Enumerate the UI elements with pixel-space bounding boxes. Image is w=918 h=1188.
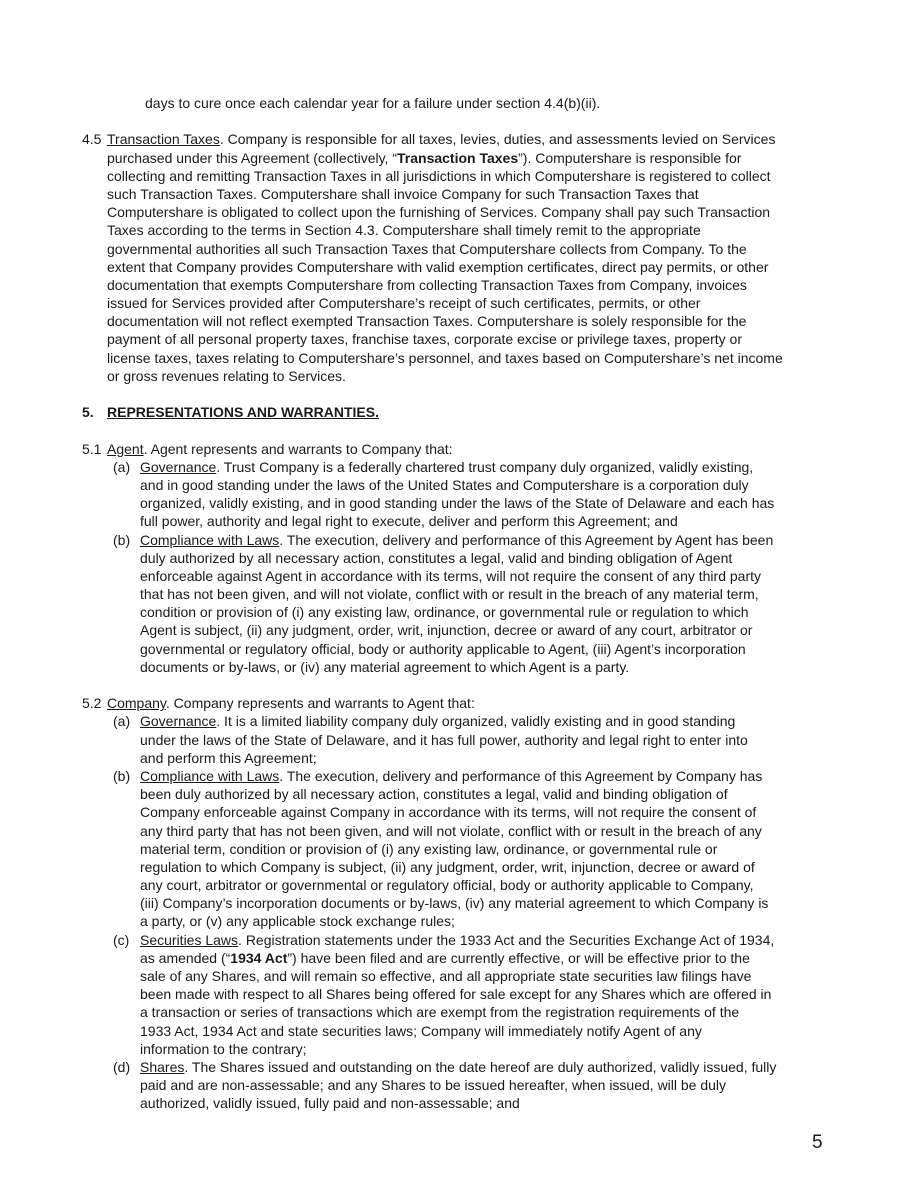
- text-segment: . Company represents and warrants to Agent that:: [165, 695, 475, 712]
- text-line: any court, arbitrator or governmental or regulatory official, body or authority applicable to Company,: [140, 877, 754, 894]
- section-5-heading: [0, 403, 918, 421]
- text-line: Company enforceable against Company in accordance with its terms, will not require the consent of: [140, 804, 757, 821]
- text-line: authorized, validly issued, fully paid and non-assessable; and: [140, 1095, 520, 1112]
- text-line: [0, 767, 918, 785]
- subsection-label: (d): [113, 1058, 131, 1075]
- text-line: full power, authority and legal right to execute, deliver and perform this Agreement; and: [140, 513, 678, 530]
- text-line: or gross revenues relating to Services.: [107, 367, 346, 384]
- text-line: days to cure once each calendar year for a failure under section 4.4(b)(ii).: [145, 95, 601, 111]
- text-segment: . Registration statements under the 1933 Act and the Securities Exchange Act of 1934,: [238, 931, 775, 948]
- text-line: [0, 531, 918, 549]
- subsection-b: [0, 767, 918, 931]
- subsection-title: Governance: [140, 458, 217, 475]
- page-number: 5: [812, 1132, 823, 1153]
- text-line: [0, 149, 918, 167]
- text-line: material term, condition or provision of (i) any existing law, ordinance, or governmental rule or: [140, 840, 718, 857]
- section-number: 5.2: [82, 695, 102, 712]
- defined-term: 1934 Act: [230, 949, 288, 966]
- text-line: payment of all personal property taxes, franchise taxes, corporate excise or privilege taxes, property or: [107, 331, 742, 348]
- section-title: Company: [107, 695, 166, 712]
- text-line: that has not been given, and will not violate, conflict with or result in the breach of any material term,: [140, 586, 759, 603]
- text-line: a transaction or series of transactions which are exempt from the registration requirements of the: [140, 1004, 740, 1021]
- text-line: [0, 130, 918, 148]
- text-line: regulation to which Company is subject, (ii) any judgment, order, writ, injunction, decree or award of: [140, 858, 755, 875]
- text-line: [0, 694, 918, 712]
- text-line: under the laws of the State of Delaware, and it has full power, authority and legal right to enter into: [140, 731, 748, 748]
- text-line: [0, 712, 918, 730]
- document-page: [0, 94, 918, 1131]
- text-line: a party, or (v) any applicable stock exchange rules;: [140, 913, 455, 930]
- text-line: issued for Services provided after Computershare’s receipt of such certificates, permits, or other: [107, 295, 701, 312]
- text-line: Taxes according to the terms in Section 4.3. Computershare shall timely remit to the appropriate: [107, 222, 701, 239]
- text-segment: . The Shares issued and outstanding on the date hereof are duly authorized, validly issued, fully: [184, 1058, 777, 1075]
- subsection-label: (a): [113, 458, 131, 475]
- section-5-2-company: [0, 694, 918, 1112]
- subsection-label: (b): [113, 767, 131, 784]
- subsection-b: [0, 531, 918, 677]
- text-line: [0, 440, 918, 458]
- text-line: extent that Company provides Computershare with valid exemption certificates, direct pay permits, or other: [107, 258, 769, 275]
- subsection-a: [0, 712, 918, 767]
- text-line: any third party that has not been given, and will not violate, conflict with or result in the breach of any: [140, 822, 762, 839]
- text-line: collecting and remitting Transaction Taxes in all jurisdictions in which Computershare is registered to collect: [107, 167, 771, 184]
- text-segment: . Agent represents and warrants to Company that:: [143, 440, 453, 457]
- text-line: governmental authorities all such Transaction Taxes that Computershare collects from Company. To the: [107, 240, 747, 257]
- subsection-c: [0, 931, 918, 1058]
- section-title: Agent: [107, 440, 144, 457]
- text-segment: purchased under this Agreement (collectively, “: [107, 149, 397, 166]
- text-line: enforceable against Agent in accordance with its terms, will not require the consent of any third party: [140, 567, 762, 584]
- text-line: condition or provision of (i) any existing law, ordinance, or governmental rule or regulation to which: [140, 604, 749, 621]
- text-line: Computershare is obligated to collect upon the furnishing of Services. Company shall pay such Transaction: [107, 204, 771, 221]
- text-line: [0, 1058, 918, 1076]
- subsection-d: [0, 1058, 918, 1113]
- defined-term: Transaction Taxes: [397, 149, 519, 166]
- section-4-5-transaction-taxes: [0, 130, 918, 385]
- subsection-label: (c): [113, 931, 130, 948]
- text-line: documents or by-laws, or (iv) any material agreement to which Agent is a party.: [140, 658, 630, 675]
- subsection-title: Compliance with Laws: [140, 531, 280, 548]
- text-line: such Transaction Taxes. Computershare shall invoice Company for such Transaction Taxes that: [107, 185, 699, 202]
- text-line: [0, 931, 918, 949]
- text-segment: ”) have been filed and are currently effective, or will be effective prior to the: [287, 949, 750, 966]
- section-number: 4.5: [82, 131, 102, 148]
- text-segment: . Trust Company is a federally chartered trust company duly organized, validly existing,: [216, 458, 754, 475]
- text-line: (iii) Company’s incorporation documents or by-laws, (iv) any material agreement to which Company is: [140, 895, 769, 912]
- subsection-label: (b): [113, 531, 131, 548]
- text-segment: as amended (“: [140, 949, 231, 966]
- text-line: and in good standing under the laws of the United States and Computershare is a corporation duly: [140, 476, 749, 493]
- text-line: paid and are non-assessable; and any Shares to be issued hereafter, when issued, will be duly: [140, 1077, 727, 1094]
- text-line: license taxes, taxes relating to Computershare’s personnel, and taxes based on Computershare’s net income: [107, 349, 783, 366]
- text-line: information to the contrary;: [140, 1040, 307, 1057]
- text-line: duly authorized by all necessary action, constitutes a legal, valid and binding obligation of Agent: [140, 549, 733, 566]
- section-number: 5.1: [82, 440, 102, 457]
- text-line: governmental or regulatory official, body or authority applicable to Agent, (iii) Agent’s incorporation: [140, 640, 746, 657]
- text-line: and perform this Agreement;: [140, 749, 317, 766]
- subsection-a: [0, 458, 918, 531]
- heading-number: 5.: [82, 404, 94, 421]
- section-title: Transaction Taxes: [107, 131, 220, 148]
- text-line: sale of any Shares, and will remain so effective, and all appropriate state securities law filings have: [140, 968, 752, 984]
- text-line: been made with respect to all Shares being offered for sale except for any Shares which are offered in: [140, 986, 772, 1003]
- section-5-1-agent: [0, 440, 918, 676]
- text-line: [0, 949, 918, 967]
- text-line: 1933 Act, 1934 Act and state securities laws; Company will immediately notify Agent of any: [140, 1022, 702, 1039]
- text-segment: ”). Computershare is responsible for: [518, 149, 742, 166]
- text-line: [0, 458, 918, 476]
- text-line: documentation will not reflect exempted Transaction Taxes. Computershare is solely responsible for the: [107, 313, 747, 330]
- carryover-paragraph: [0, 94, 918, 112]
- subsection-title: Governance: [140, 713, 217, 730]
- text-segment: . The execution, delivery and performance of this Agreement by Company has: [279, 767, 763, 784]
- text-line: documentation that exempts Computershare from collecting Transaction Taxes from Company, invoices: [107, 276, 747, 293]
- text-line: been duly authorized by all necessary action, constitutes a legal, valid and binding obligation of: [140, 786, 728, 803]
- subsection-title: Shares: [140, 1058, 185, 1075]
- text-line: organized, validly existing, and in good standing under the laws of the State of Delaware and each has: [140, 495, 775, 512]
- text-segment: . Company is responsible for all taxes, levies, duties, and assessments levied on Services: [219, 131, 776, 148]
- text-segment: . It is a limited liability company duly organized, validly existing and in good standing: [216, 713, 736, 730]
- text-line: Agent is subject, (ii) any judgment, order, writ, injunction, decree or award of any court, arbitrator or: [140, 622, 753, 639]
- subsection-label: (a): [113, 713, 131, 730]
- subsection-title: Compliance with Laws: [140, 767, 280, 784]
- heading-title: REPRESENTATIONS AND WARRANTIES.: [107, 404, 379, 421]
- text-segment: . The execution, delivery and performance of this Agreement by Agent has been: [279, 531, 774, 548]
- subsection-title: Securities Laws: [140, 931, 239, 948]
